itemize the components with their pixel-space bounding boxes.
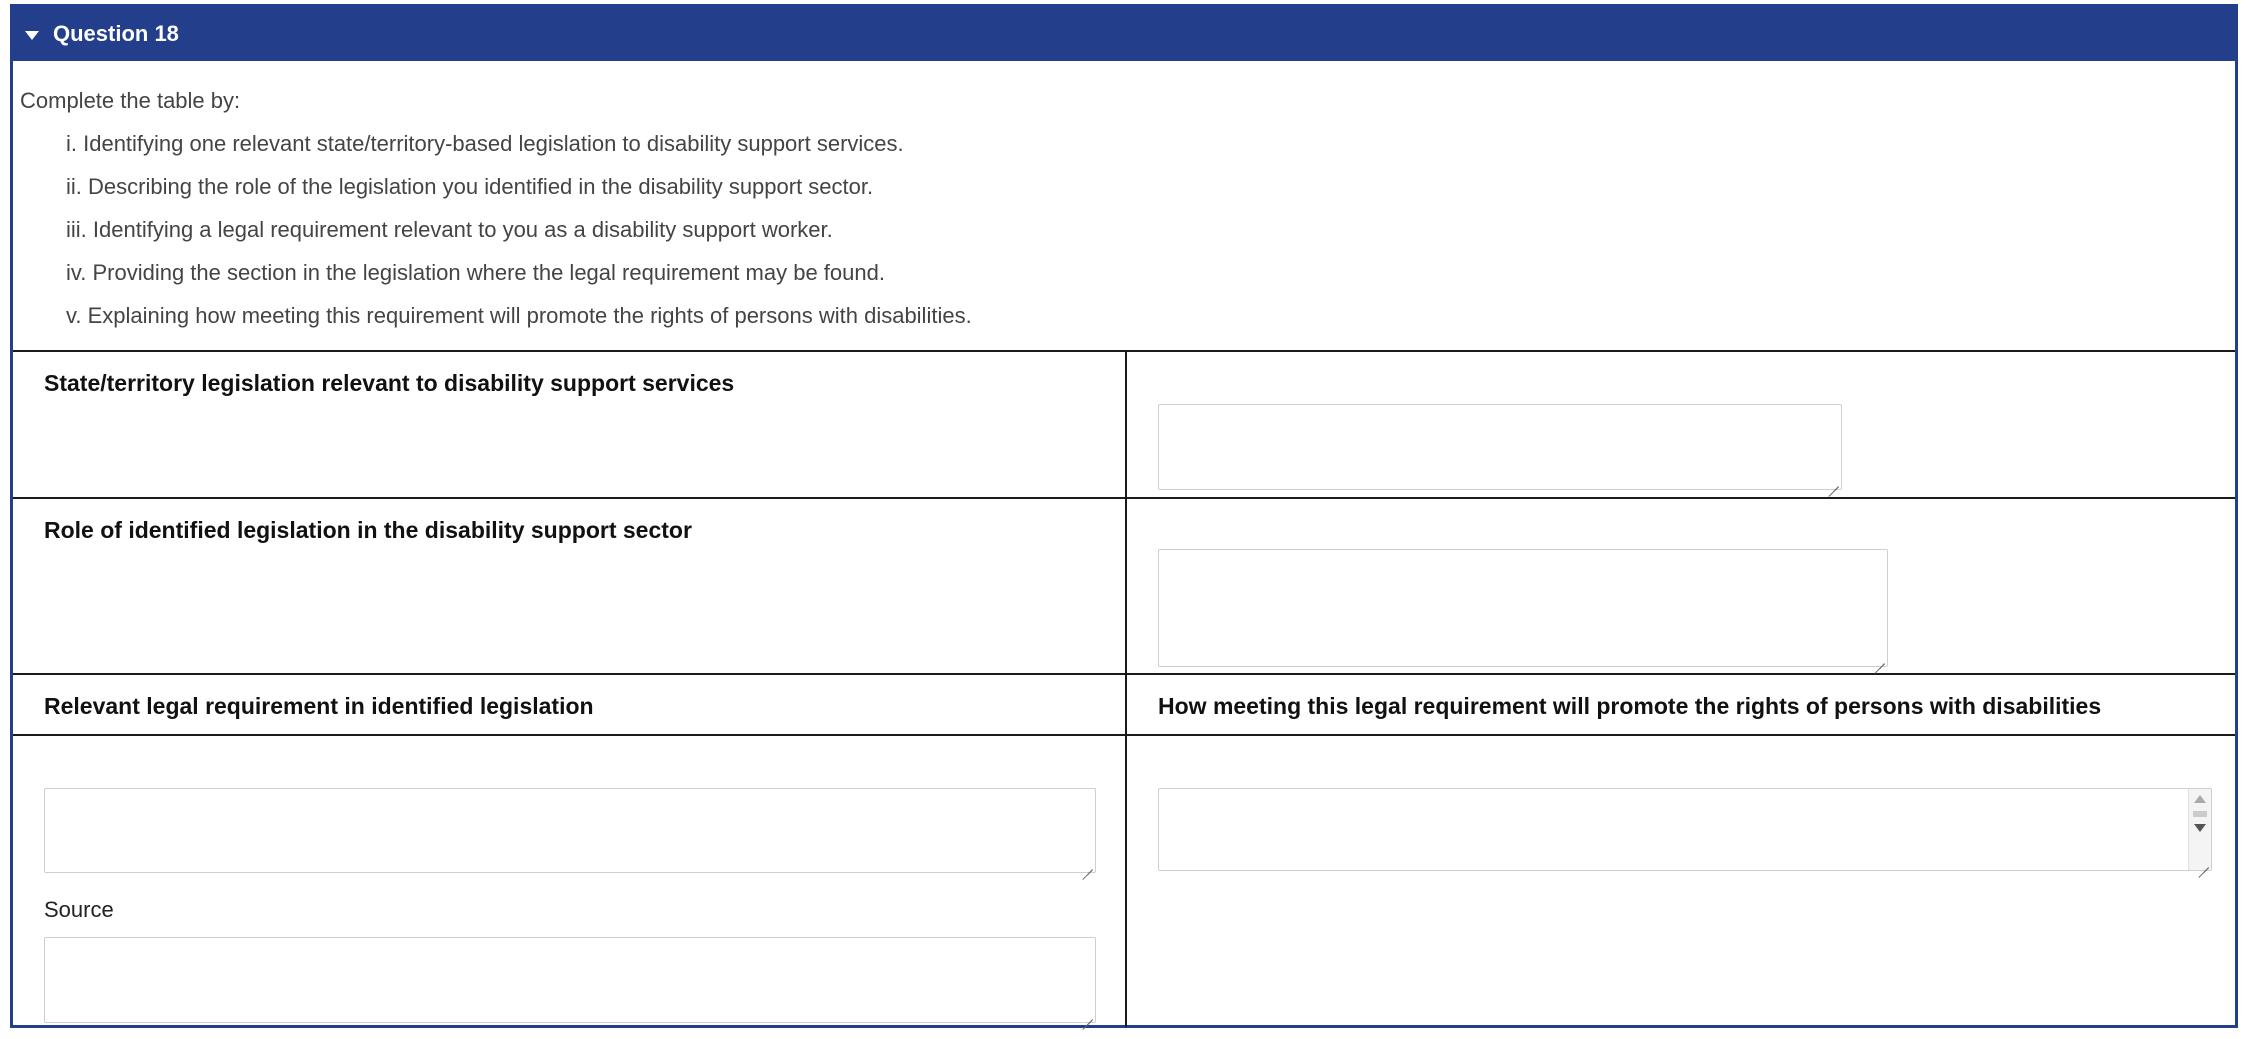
table-row [13,499,2235,675]
question-header[interactable] [13,7,2235,61]
resize-grip-icon[interactable] [1873,652,1885,664]
arrow-up-icon[interactable] [2194,795,2206,803]
instructions-list [20,128,2235,343]
table-cell [13,736,1127,1027]
rights-textarea[interactable] [1158,788,2212,871]
table-cell [13,352,1127,497]
requirement-textarea[interactable] [44,788,1096,873]
resize-grip-icon[interactable] [1827,475,1839,487]
resize-grip-icon[interactable] [2197,856,2209,868]
table-cell [1127,499,2235,673]
legislation-textarea[interactable] [1158,404,1842,490]
row-label-role: Role of identified legislation in the disability support sector [44,517,692,543]
table-cell [1127,675,2235,734]
row-label-legislation: State/territory legislation relevant to disability support services [44,370,735,396]
table-row [13,675,2235,736]
source-label: Source [44,897,114,922]
answer-table [13,350,2235,1025]
table-row [13,352,2235,499]
resize-grip-icon[interactable] [1081,858,1093,870]
caret-down-icon[interactable] [25,31,39,40]
question-title: Question 18 [53,21,179,46]
table-cell [13,499,1127,673]
instructions [13,61,2235,343]
instructions-intro: Complete the table by: [20,88,241,113]
question-panel [10,4,2238,1028]
source-textarea[interactable] [44,937,1096,1023]
table-cell [1127,352,2235,497]
resize-grip-icon[interactable] [1081,1008,1093,1020]
instruction-item: ii. Describing the role of the legislation you identified in the disability support sector. [66,174,874,199]
arrow-down-icon[interactable] [2194,824,2206,832]
column-label-requirement: Relevant legal requirement in identified legislation [44,693,594,719]
table-cell [1127,736,2235,1027]
table-row [13,736,2235,1027]
instruction-item: i. Identifying one relevant state/territory-based legislation to disability support services. [66,131,904,156]
scrollbar-thumb[interactable] [2193,811,2207,817]
instruction-item: iii. Identifying a legal requirement relevant to you as a disability support worker. [66,217,833,242]
instruction-item: v. Explaining how meeting this requirement will promote the rights of persons with disabilities. [66,303,972,328]
column-label-rights: How meeting this legal requirement will promote the rights of persons with disabilities [1158,693,2102,719]
instruction-item: iv. Providing the section in the legislation where the legal requirement may be found. [66,260,885,285]
role-textarea[interactable] [1158,549,1888,667]
table-cell [13,675,1127,734]
